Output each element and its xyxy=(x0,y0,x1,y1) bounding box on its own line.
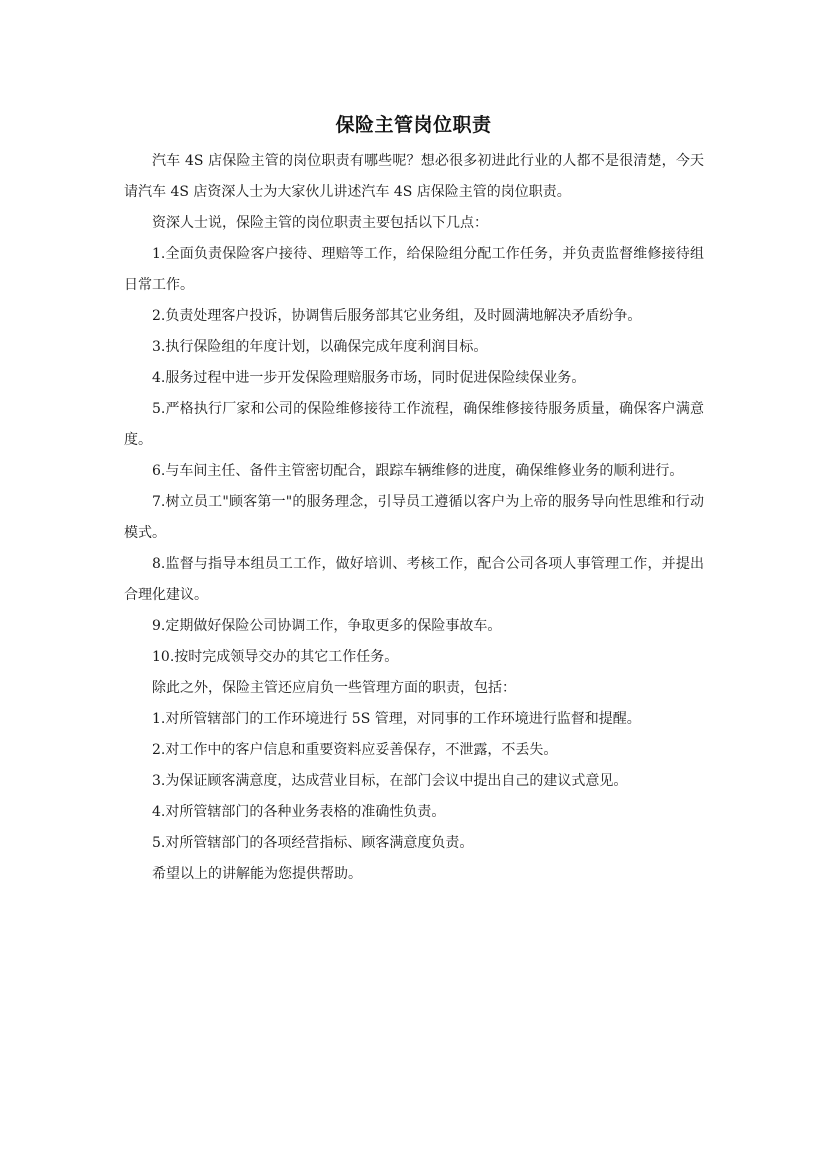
list-item: 3.执行保险组的年度计划，以确保完成年度利润目标。 xyxy=(152,339,488,355)
page-title: 保险主管岗位职责 xyxy=(335,114,492,136)
list-item: 4.对所管辖部门的各种业务表格的准确性负责。 xyxy=(152,804,446,820)
list-item: 5.严格执行厂家和公司的保险维修接待工作流程，确保维修接待服务质量，确保客户满意度。 xyxy=(124,401,704,448)
list-item: 2.对工作中的客户信息和重要资料应妥善保存，不泄露，不丢失。 xyxy=(152,742,558,758)
list-item: 1.对所管辖部门的工作环境进行 5S 管理，对同事的工作环境进行监督和提醒。 xyxy=(152,711,641,727)
list-item: 8.监督与指导本组员工工作，做好培训、考核工作，配合公司各项人事管理工作，并提出合理化建议。 xyxy=(124,556,704,603)
list-item: 1.全面负责保险客户接待、理赔等工作，给保险组分配工作任务，并负责监督维修接待组日常工作。 xyxy=(124,246,704,293)
document-body xyxy=(124,146,704,890)
paragraph-lead-in: 资深人士说，保险主管的岗位职责主要包括以下几点： xyxy=(152,215,488,231)
list-item: 7.树立员工"顾客第一"的服务理念，引导员工遵循以客户为上帝的服务导向性思维和行动模式。 xyxy=(124,494,704,541)
list-item: 2.负责处理客户投诉，协调售后服务部其它业务组，及时圆满地解决矛盾纷争。 xyxy=(152,308,642,324)
list-item: 4.服务过程中进一步开发保险理赔服务市场，同时促进保险续保业务。 xyxy=(152,370,586,386)
list-item: 3.为保证顾客满意度，达成营业目标，在部门会议中提出自己的建议式意见。 xyxy=(152,773,628,789)
paragraph-intro: 汽车 4S 店保险主管的岗位职责有哪些呢？想必很多初进此行业的人都不是很清楚，今天请汽车 4S 店资深人士为大家伙儿讲述汽车 4S 店保险主管的岗位职责。 xyxy=(124,153,704,200)
list-item: 9.定期做好保险公司协调工作，争取更多的保险事故车。 xyxy=(152,618,502,634)
list-item: 6.与车间主任、备件主管密切配合，跟踪车辆维修的进度，确保维修业务的顺利进行。 xyxy=(152,463,684,479)
paragraph-closing: 希望以上的讲解能为您提供帮助。 xyxy=(152,866,362,882)
list-item: 10.按时完成领导交办的其它工作任务。 xyxy=(152,649,399,665)
list-item: 5.对所管辖部门的各项经营指标、顾客满意度负责。 xyxy=(152,835,474,851)
paragraph-management-lead-in: 除此之外，保险主管还应肩负一些管理方面的职责，包括： xyxy=(152,680,516,696)
